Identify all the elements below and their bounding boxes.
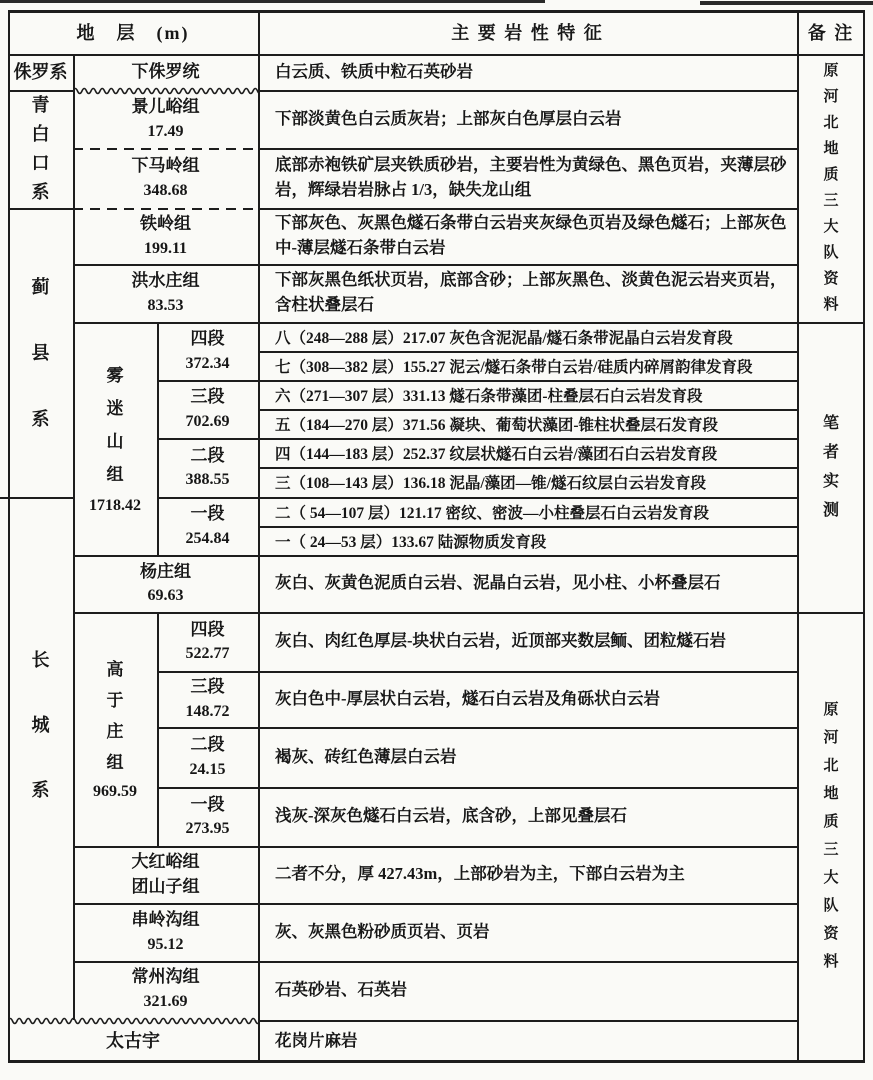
member-gaoyuzhuang-1 (157, 787, 258, 846)
member-wumishan-1 (157, 497, 258, 555)
bed-6: 六（271—307 层）331.13 燧石条带藻团-柱叠层石白云岩发育段 (275, 387, 703, 405)
formation-tieling (73, 208, 258, 264)
lithology-yangzhuang: 灰白、灰黄色泥质白云岩、泥晶白云岩，见小柱、小杯叠层石 (275, 573, 721, 593)
member-name: 一段 (190, 504, 225, 524)
formation-thickness: 1718.42 (89, 497, 141, 515)
era-archean: 太古宇 (106, 1030, 160, 1051)
lithology-dahongyu: 二者不分，厚 427.43m，上部砂岩为主，下部白云岩为主 (275, 864, 685, 884)
header-strata: 地 层 (m) (76, 22, 190, 43)
member-gaoyuzhuang-3 (157, 671, 258, 727)
era-qingbaikou (8, 90, 73, 208)
formation-name: 铁岭组 (140, 214, 191, 234)
bed-1: 一（ 24—53 层）133.67 陆源物质发育段 (275, 533, 547, 551)
bed-7: 七（308—382 层）155.27 泥云/燧石条带白云岩/硅质内碎屑韵律发育段 (275, 358, 753, 376)
header-lithology: 主 要 岩 性 特 征 (451, 22, 604, 43)
lithology-jingeryu: 下部淡黄色白云质灰岩；上部灰白色厚层白云岩 (275, 108, 622, 128)
formation-thickness: 17.49 (147, 122, 184, 140)
remark-middle (797, 322, 865, 612)
member-gaoyuzhuang-2 (157, 727, 258, 787)
row-line (0, 497, 73, 499)
formation-thickness: 199.11 (143, 239, 188, 257)
formation-thickness: 969.59 (93, 783, 137, 801)
lithology-xiazhuoluotong: 白云质、铁质中粒石英砂岩 (275, 61, 473, 81)
lithology-chuanlinggou: 灰、灰黑色粉砂质页岩、页岩 (275, 921, 490, 941)
member-thickness: 273.95 (185, 820, 230, 838)
member-name: 三段 (190, 387, 225, 407)
lithology-gaoyuzhuang-1: 浅灰-深灰色燧石白云岩，底含砂，上部见叠层石 (275, 806, 627, 826)
lithology-hongshuizhuang: 下部灰黑色纸状页岩，底部含砂；上部灰黑色、淡黄色泥云岩夹页岩，含柱状叠层石 (275, 270, 787, 314)
member-thickness: 24.15 (189, 760, 226, 778)
bed-2: 二（ 54—107 层）121.17 密纹、密波—小柱叠层石白云岩发育段 (275, 504, 710, 522)
formation-yangzhuang (73, 555, 258, 612)
formation-thickness: 83.53 (147, 296, 184, 314)
formation-thickness: 348.68 (143, 181, 188, 199)
scan-artifact (0, 0, 545, 3)
formation-name: 串岭沟组 (131, 910, 200, 930)
lithology-gaoyuzhuang-4: 灰白、肉红色厚层-块状白云岩，近顶部夹数层鲕、团粒燧石岩 (275, 631, 726, 651)
member-name: 四段 (190, 619, 225, 639)
formation-thickness: 321.69 (143, 992, 188, 1010)
formation-xiamaling (73, 148, 258, 208)
formation-gaoyuzhuang (73, 612, 157, 846)
era-jurassic: 侏罗系 (13, 61, 68, 82)
bed-4: 四（144—183 层）252.37 纹层状燧石白云岩/藻团石白云岩发育段 (275, 445, 718, 463)
formation-name: 杨庄组 (140, 561, 191, 581)
member-name: 二段 (190, 445, 225, 465)
formation-thickness: 69.63 (147, 587, 184, 605)
member-name: 二段 (190, 735, 225, 755)
formation-name: 洪水庄组 (131, 271, 200, 291)
formation-name-2: 团山子组 (131, 876, 200, 896)
formation-name: 常州沟组 (131, 967, 200, 987)
lithology-archean: 花岗片麻岩 (275, 1030, 358, 1050)
header-remark: 备 注 (807, 22, 855, 43)
member-thickness: 372.34 (185, 354, 230, 372)
bed-5: 五（184—270 层）371.56 凝块、葡萄状藻团-锥柱状叠层石发育段 (275, 416, 719, 434)
formation-wumishan (73, 322, 157, 555)
member-thickness: 254.84 (185, 529, 230, 547)
remark-top-text: 原河北地质三大队资料 (823, 63, 839, 313)
lithology-tieling: 下部灰色、灰黑色燧石条带白云岩夹灰绿色页岩及绿色燧石；上部灰色中-薄层燧石条带白云岩 (275, 213, 787, 257)
remark-bottom-text: 原河北地质三大队资料 (823, 702, 839, 970)
formation-name: 雾迷山组 (106, 366, 124, 485)
era-jixian-label: 蓟县系 (31, 276, 50, 429)
member-name: 四段 (190, 329, 225, 349)
remark-bottom (797, 612, 865, 1060)
lithology-xiamaling: 底部赤袍铁矿层夹铁质砂岩，主要岩性为黄绿色、黑色页岩，夹薄层砂岩，辉绿岩岩脉占 1/3，缺失龙山组 (275, 155, 787, 199)
member-gaoyuzhuang-4 (157, 612, 258, 671)
bed-3: 三（108—143 层）136.18 泥晶/藻团—锥/燧石纹层白云岩发育段 (275, 475, 706, 492)
formation-jingeryu (73, 90, 258, 148)
remark-top (797, 55, 865, 321)
formation-changzhougou (73, 961, 258, 1017)
member-thickness: 702.69 (185, 412, 230, 430)
formation-name: 下马岭组 (131, 156, 200, 176)
formation-dahongyu-tuanshanzi (73, 846, 258, 903)
lithology-changzhougou: 石英砂岩、石英岩 (275, 980, 407, 1000)
formation-name: 大红峪组 (131, 851, 200, 871)
era-changcheng (8, 560, 73, 890)
scan-artifact (700, 1, 873, 5)
member-thickness: 522.77 (185, 645, 230, 663)
era-changcheng-label: 长城系 (31, 649, 50, 800)
era-qingbaikou-label: 青白口系 (31, 95, 50, 202)
member-name: 一段 (190, 794, 225, 814)
formation-thickness: 95.12 (147, 935, 184, 953)
formation-hongshuizhuang (73, 264, 258, 322)
formation-name: 高于庄组 (106, 660, 124, 773)
member-wumishan-2 (157, 438, 258, 497)
remark-middle-text: 笔者实测 (822, 415, 839, 519)
formation-xiazhuoluotong: 下侏罗统 (131, 61, 200, 81)
lithology-gaoyuzhuang-2: 褐灰、砖红色薄层白云岩 (275, 746, 457, 766)
member-thickness: 148.72 (185, 702, 230, 720)
bed-8: 八（248—288 层）217.07 灰色含泥泥晶/燧石条带泥晶白云岩发育段 (275, 329, 733, 347)
formation-name: 景儿峪组 (131, 97, 200, 117)
member-thickness: 388.55 (185, 471, 230, 489)
member-wumishan-4 (157, 322, 258, 380)
formation-chuanlinggou (73, 903, 258, 961)
era-jixian (8, 208, 73, 497)
lithology-gaoyuzhuang-3: 灰白色中-厚层状白云岩，燧石白云岩及角砾状白云岩 (275, 688, 660, 708)
member-wumishan-3 (157, 380, 258, 438)
member-name: 三段 (190, 677, 225, 697)
